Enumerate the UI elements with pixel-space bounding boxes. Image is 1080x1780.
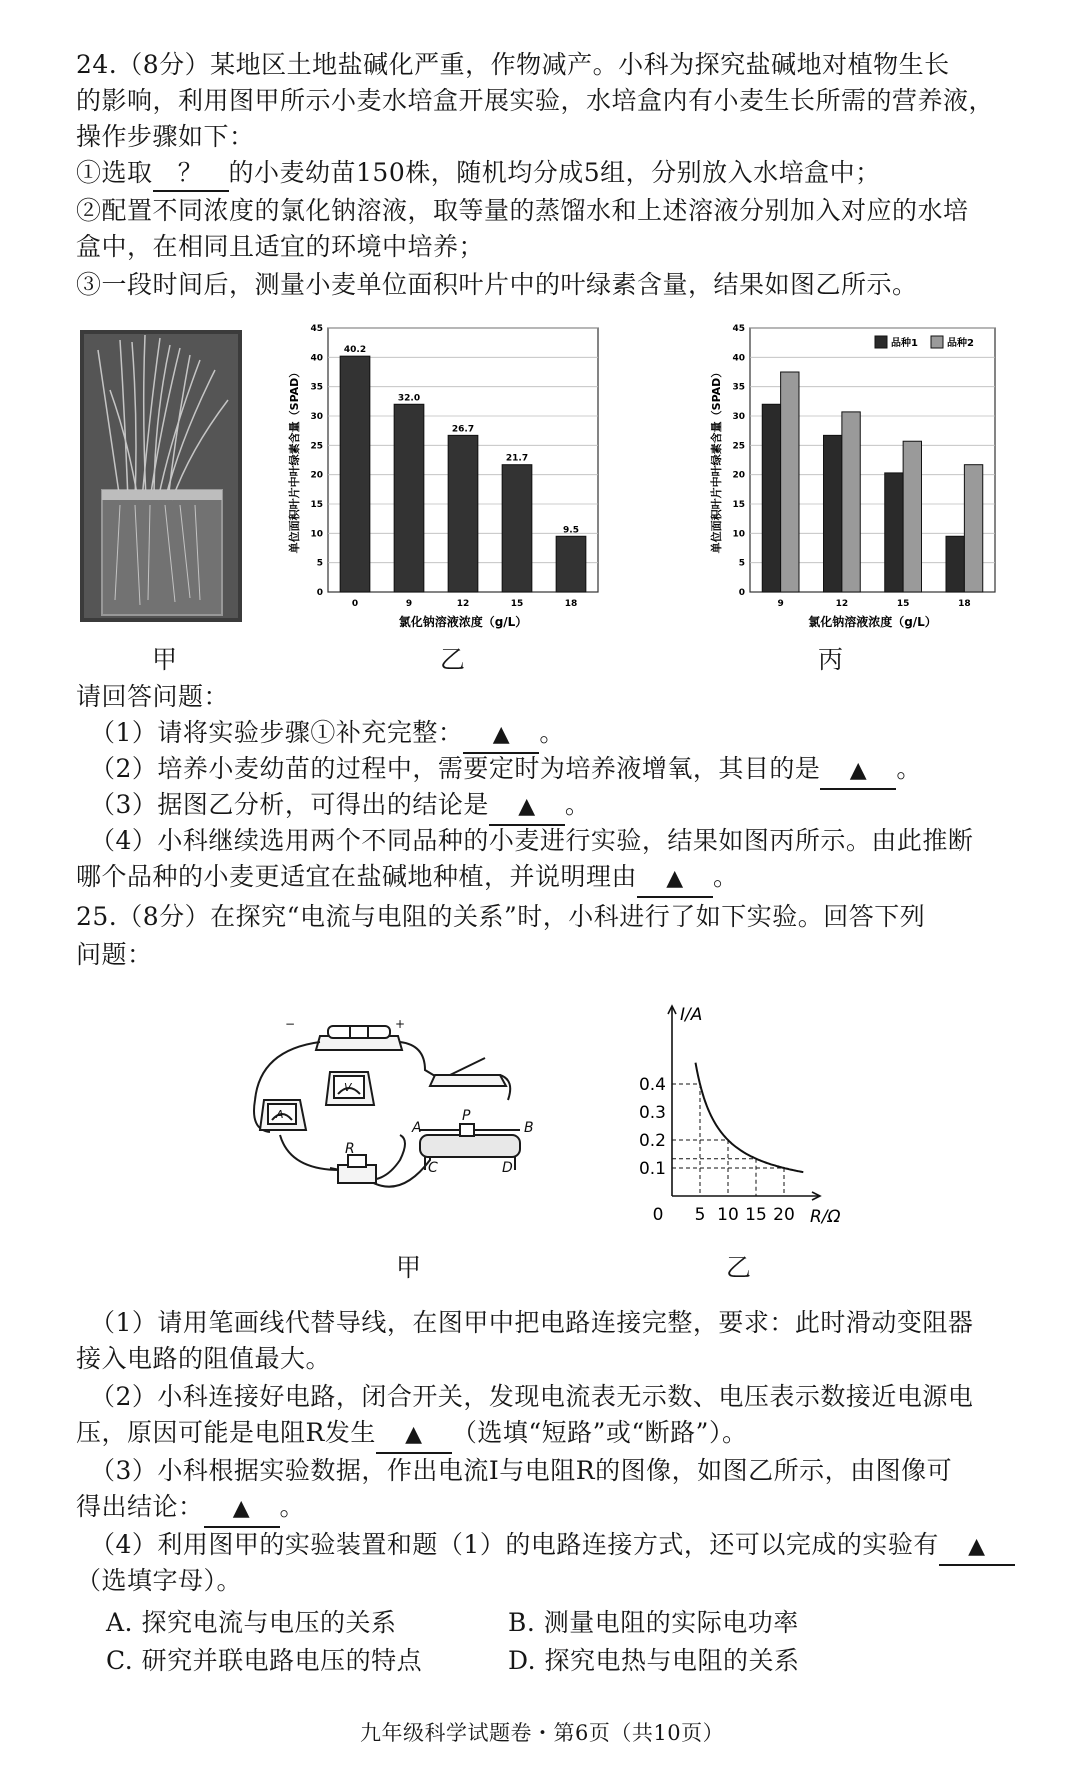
q25-part1b: 接入电路的阻值最大。 xyxy=(76,1344,332,1373)
part3-end: 。 xyxy=(564,790,591,819)
q24-part4a: （4）小科继续选用两个不同品种的小麦进行实验，结果如图丙所示。由此推断 xyxy=(90,826,974,855)
circuit-diagram xyxy=(250,1020,570,1230)
part1-end: 。 xyxy=(539,718,565,747)
option-a[interactable]: A. 探究电流与电压的关系 xyxy=(106,1608,397,1637)
i-r-curve xyxy=(696,1063,804,1172)
q25-part4b: （选填字母）。 xyxy=(76,1566,243,1595)
chart-i-r xyxy=(620,1000,860,1240)
data-label: 21.7 xyxy=(505,453,529,464)
y-tick-label: 30 xyxy=(732,412,745,422)
y-tick-label: 45 xyxy=(310,324,323,334)
x-tick-label: 15 xyxy=(896,599,910,609)
caption-jia-25: 甲 xyxy=(396,1253,422,1282)
y-tick-label: 35 xyxy=(732,382,745,393)
q25-part3a: （3）小科根据实验数据，作出电流I与电阻R的图像，如图乙所示，由图像可 xyxy=(90,1456,953,1485)
y-tick-label: 0 xyxy=(738,588,745,598)
x-tick-label: 0 xyxy=(351,599,359,609)
y-tick-label: 10 xyxy=(732,529,745,540)
q24-line3: 操作步骤如下： xyxy=(76,122,255,151)
y-tick-label: 15 xyxy=(310,500,323,510)
q24-step2b: 盒中，在相同且适宜的环境中培养； xyxy=(76,232,485,261)
part4-end: 。 xyxy=(713,862,739,891)
part2-end: 。 xyxy=(896,754,922,783)
x-tick-label: 20 xyxy=(773,1205,795,1225)
q25-part4-blank[interactable]: ▲ xyxy=(939,1530,1015,1566)
data-label: 32.0 xyxy=(397,393,421,404)
bar-品种1 xyxy=(946,536,964,592)
q25-part3-text: 得出结论： xyxy=(76,1492,204,1521)
x-tick-label: 18 xyxy=(958,599,971,609)
part1-text: （1）请将实验步骤①补充完整： xyxy=(90,718,464,747)
svg-text:V: V xyxy=(344,1081,352,1094)
part3-blank[interactable]: ▲ xyxy=(489,790,565,826)
chart-yi xyxy=(268,322,608,638)
y-tick-label: 35 xyxy=(310,382,323,393)
y-tick-label: 40 xyxy=(310,353,323,364)
caption-yi-24: 乙 xyxy=(440,645,466,674)
bar-品种2 xyxy=(842,412,860,592)
y-tick-label: 0.2 xyxy=(638,1131,666,1151)
svg-text:+: + xyxy=(395,1020,406,1031)
q25-part3-blank[interactable]: ▲ xyxy=(204,1492,280,1528)
x-tick-label: 12 xyxy=(456,599,470,609)
part2-text: （2）培养小麦幼苗的过程中，需要定时为培养液增氧，其目的是 xyxy=(90,754,821,783)
q25-part4a xyxy=(90,1528,1015,1566)
legend-label: 品种1 xyxy=(891,338,918,349)
y-tick-label: 30 xyxy=(310,412,323,422)
part4-text: 哪个品种的小麦更适宜在盐碱地种植，并说明理由 xyxy=(76,862,638,891)
q25-heading: 25.（8分）在探究“电流与电阻的关系”时，小科进行了如下实验。回答下列 xyxy=(76,902,926,931)
part2-blank[interactable]: ▲ xyxy=(820,754,896,790)
q24-part4b xyxy=(76,860,739,898)
x-tick-label: 15 xyxy=(745,1205,767,1225)
chart-bing xyxy=(690,322,1005,638)
q25-part2a: （2）小科连接好电路，闭合开关，发现电流表无示数、电压表示数接近电源电 xyxy=(90,1382,974,1411)
q25-line2: 问题： xyxy=(76,940,153,969)
bar xyxy=(340,356,370,592)
q24-part1 xyxy=(90,716,565,754)
svg-text:D: D xyxy=(502,1160,513,1176)
q24-heading: 24.（8分）某地区土地盐碱化严重，作物减产。小科为探究盐碱地对植物生长 xyxy=(76,50,950,79)
q24-line2: 的影响，利用图甲所示小麦水培盒开展实验，水培盒内有小麦生长所需的营养液， xyxy=(76,86,995,115)
legend-swatch xyxy=(875,336,887,348)
chart-yi-svg xyxy=(268,322,608,638)
bar-品种1 xyxy=(762,404,780,592)
y-tick-label: 45 xyxy=(732,324,745,334)
option-c[interactable]: C. 研究并联电路电压的特点 xyxy=(106,1646,423,1675)
data-label: 9.5 xyxy=(563,525,579,536)
y-tick-label: 0.1 xyxy=(638,1159,666,1179)
x-tick-label: 18 xyxy=(564,599,578,609)
y-tick-label: 20 xyxy=(310,470,323,481)
x-tick-label: 9 xyxy=(405,599,413,609)
y-tick-label: 0.4 xyxy=(638,1075,666,1095)
q25-part2-end: （选填“短路”或“断路”）。 xyxy=(451,1418,748,1447)
y-tick-label: 15 xyxy=(732,500,745,510)
svg-text:C: C xyxy=(428,1160,438,1176)
y-tick-label: 25 xyxy=(310,441,323,452)
q24-step2a: ②配置不同浓度的氯化钠溶液，取等量的蒸馏水和上述溶液分别加入对应的水培 xyxy=(76,196,969,225)
q24-part3 xyxy=(90,788,590,826)
q24-part2 xyxy=(90,752,922,790)
y-tick-label: 40 xyxy=(732,353,745,364)
data-label: 40.2 xyxy=(343,345,367,356)
svg-text:P: P xyxy=(462,1108,471,1124)
x-axis-label: R/Ω xyxy=(810,1207,841,1227)
svg-text:R: R xyxy=(345,1141,355,1157)
bar xyxy=(394,404,424,592)
q24-step1 xyxy=(76,156,881,192)
svg-text:A: A xyxy=(412,1120,422,1136)
y-tick-label: 0.3 xyxy=(638,1103,666,1123)
svg-text:B: B xyxy=(524,1120,534,1136)
q24-step3: ③一段时间后，测量小麦单位面积叶片中的叶绿素含量，结果如图乙所示。 xyxy=(76,270,918,299)
bar xyxy=(502,465,532,592)
option-b[interactable]: B. 测量电阻的实际电功率 xyxy=(508,1608,799,1637)
caption-bing-24: 丙 xyxy=(818,645,844,674)
step1-prefix: ①选取 xyxy=(76,158,153,187)
wheat-photo xyxy=(80,330,242,622)
chart-bing-svg xyxy=(690,322,1005,638)
y-tick-label: 5 xyxy=(738,558,745,569)
bar-品种2 xyxy=(781,372,799,592)
y-tick-label: 25 xyxy=(732,441,745,452)
x-axis-label: 氯化钠溶液浓度（g/L） xyxy=(808,615,937,629)
x-tick-label: 10 xyxy=(717,1205,739,1225)
caption-jia-24: 甲 xyxy=(152,645,178,674)
bar-品种2 xyxy=(964,465,982,592)
data-label: 26.7 xyxy=(451,424,475,435)
bar-品种1 xyxy=(824,435,842,592)
bar-品种1 xyxy=(885,473,903,592)
y-axis-label: I/A xyxy=(680,1005,703,1025)
part3-text: （3）据图乙分析，可得出的结论是 xyxy=(90,790,489,819)
page-footer: 九年级科学试题卷・第6页（共10页） xyxy=(360,1721,725,1745)
caption-yi-25: 乙 xyxy=(726,1253,752,1282)
x-tick-label: 15 xyxy=(510,599,524,609)
q25-part2-blank[interactable]: ▲ xyxy=(376,1418,452,1454)
svg-text:−: − xyxy=(285,1020,296,1031)
y-axis-label: 单位面积叶片中叶绿素含量（SPAD） xyxy=(710,366,723,554)
part1-blank[interactable]: ▲ xyxy=(463,718,539,754)
bar xyxy=(556,536,586,592)
step1-blank[interactable]: ？ xyxy=(153,156,229,192)
legend-swatch xyxy=(931,336,943,348)
q25-part2b xyxy=(76,1416,747,1454)
y-tick-label: 5 xyxy=(316,558,323,569)
bar-品种2 xyxy=(903,441,921,592)
y-tick-label: 10 xyxy=(310,529,323,540)
x-tick-label: 5 xyxy=(694,1205,706,1225)
bar xyxy=(448,435,478,592)
q24-ask: 请回答问题： xyxy=(76,682,230,711)
step1-suffix: 的小麦幼苗150株，随机均分成5组，分别放入水培盒中； xyxy=(228,158,881,187)
y-axis-label: 单位面积叶片中叶绿素含量（SPAD） xyxy=(288,366,301,554)
x-axis-label: 氯化钠溶液浓度（g/L） xyxy=(398,615,528,629)
svg-text:A: A xyxy=(276,1108,284,1121)
q25-part1a: （1）请用笔画线代替导线，在图甲中把电路连接完整，要求：此时滑动变阻器 xyxy=(90,1308,974,1337)
option-d[interactable]: D. 探究电热与电阻的关系 xyxy=(508,1646,800,1675)
x-tick-label: 12 xyxy=(835,599,849,609)
q25-part2-text: 压，原因可能是电阻R发生 xyxy=(76,1418,376,1447)
x-tick-label: 9 xyxy=(777,599,784,609)
chart-i-r-svg xyxy=(620,1000,860,1240)
legend-label: 品种2 xyxy=(947,338,974,349)
q25-part3b xyxy=(76,1490,305,1528)
part4-blank[interactable]: ▲ xyxy=(637,862,713,898)
y-tick-label: 0 xyxy=(316,588,323,598)
q25-part3-end: 。 xyxy=(279,1492,306,1521)
y-tick-label: 20 xyxy=(732,470,745,481)
q25-part4-text: （4）利用图甲的实验装置和题（1）的电路连接方式，还可以完成的实验有 xyxy=(90,1530,939,1559)
x-tick-label: 0 xyxy=(652,1205,664,1225)
